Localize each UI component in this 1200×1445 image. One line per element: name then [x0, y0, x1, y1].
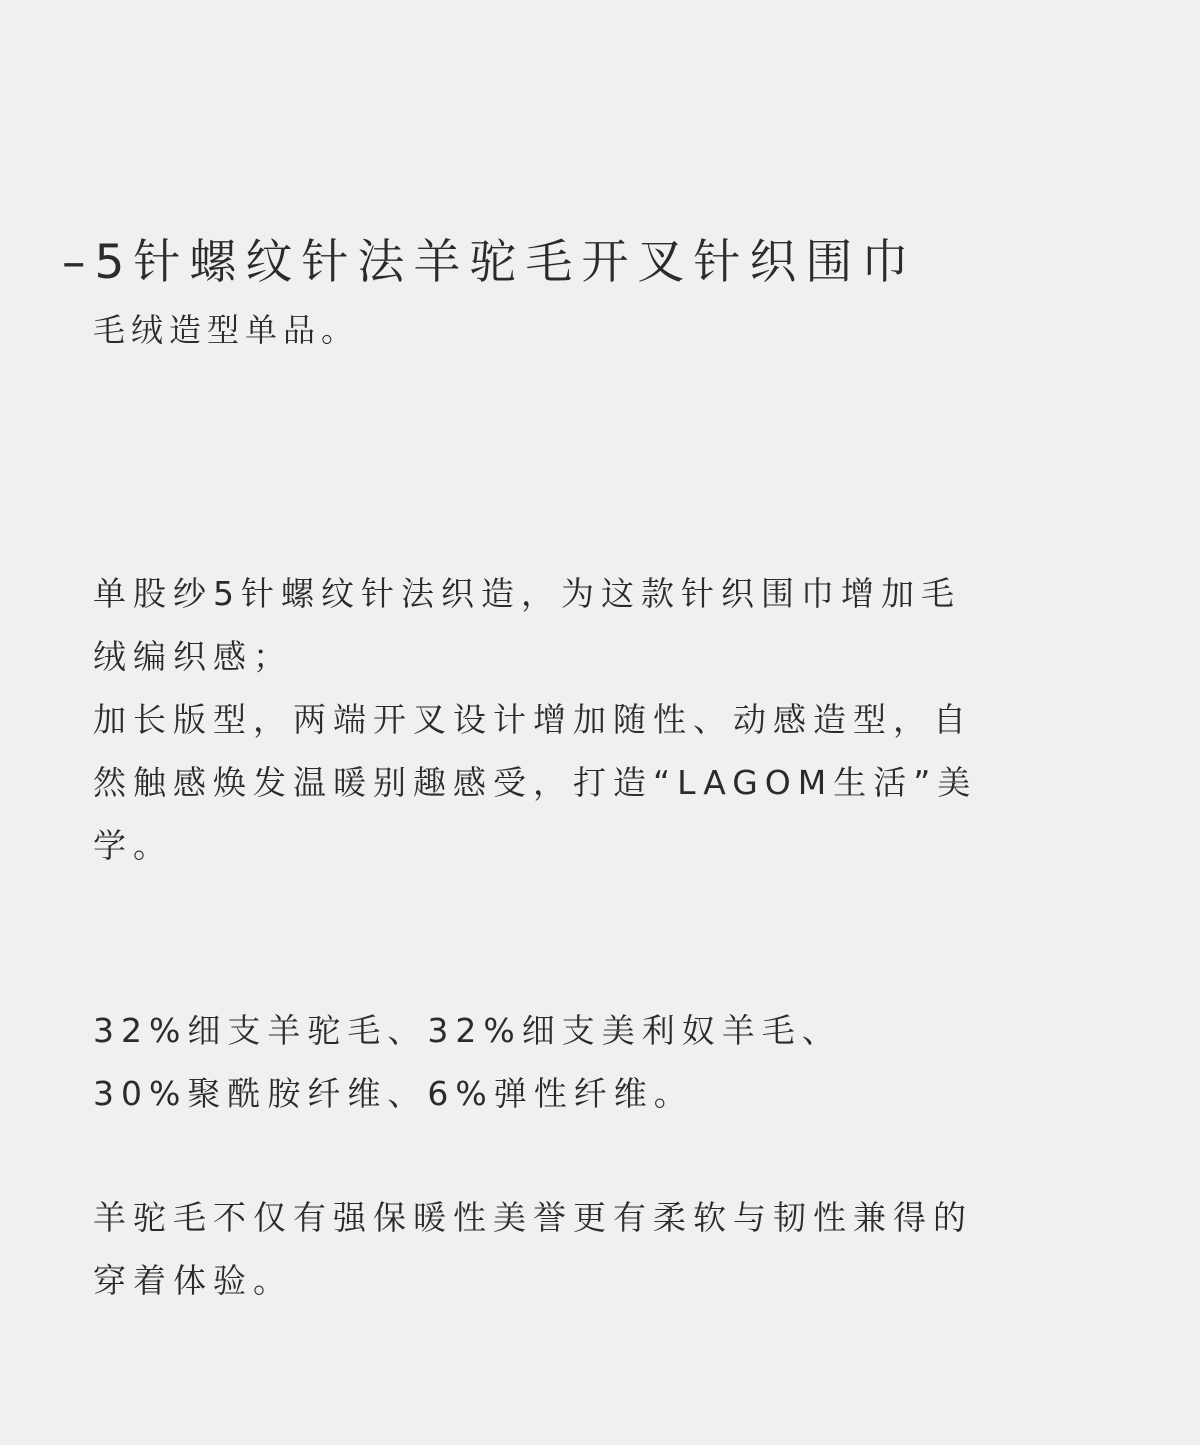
product-title: –5针螺纹针法羊驼毛开叉针织围巾 — [62, 235, 918, 290]
material-line: 32%细支羊驼毛、32%细支美利奴羊毛、 — [93, 1011, 842, 1050]
description-line: 绒编织感； — [93, 637, 293, 676]
note-line: 羊驼毛不仅有强保暖性美誉更有柔软与韧性兼得的 — [93, 1198, 973, 1237]
description-line: 加长版型，两端开叉设计增加随性、动感造型，自 — [93, 700, 973, 739]
description-line: 学。 — [93, 826, 173, 865]
material-note — [93, 1186, 1103, 1312]
description-line: 单股纱5针螺纹针法织造，为这款针织围巾增加毛 — [93, 574, 961, 613]
description-line: 然触感焕发温暖别趣感受，打造“LAGOM生活”美 — [93, 763, 978, 802]
material-composition — [93, 999, 1103, 1125]
product-subtitle: 毛绒造型单品。 — [93, 311, 360, 349]
material-line: 30%聚酰胺纤维、6%弹性纤维。 — [93, 1074, 694, 1113]
description-paragraph — [93, 562, 1103, 877]
note-line: 穿着体验。 — [93, 1261, 293, 1300]
